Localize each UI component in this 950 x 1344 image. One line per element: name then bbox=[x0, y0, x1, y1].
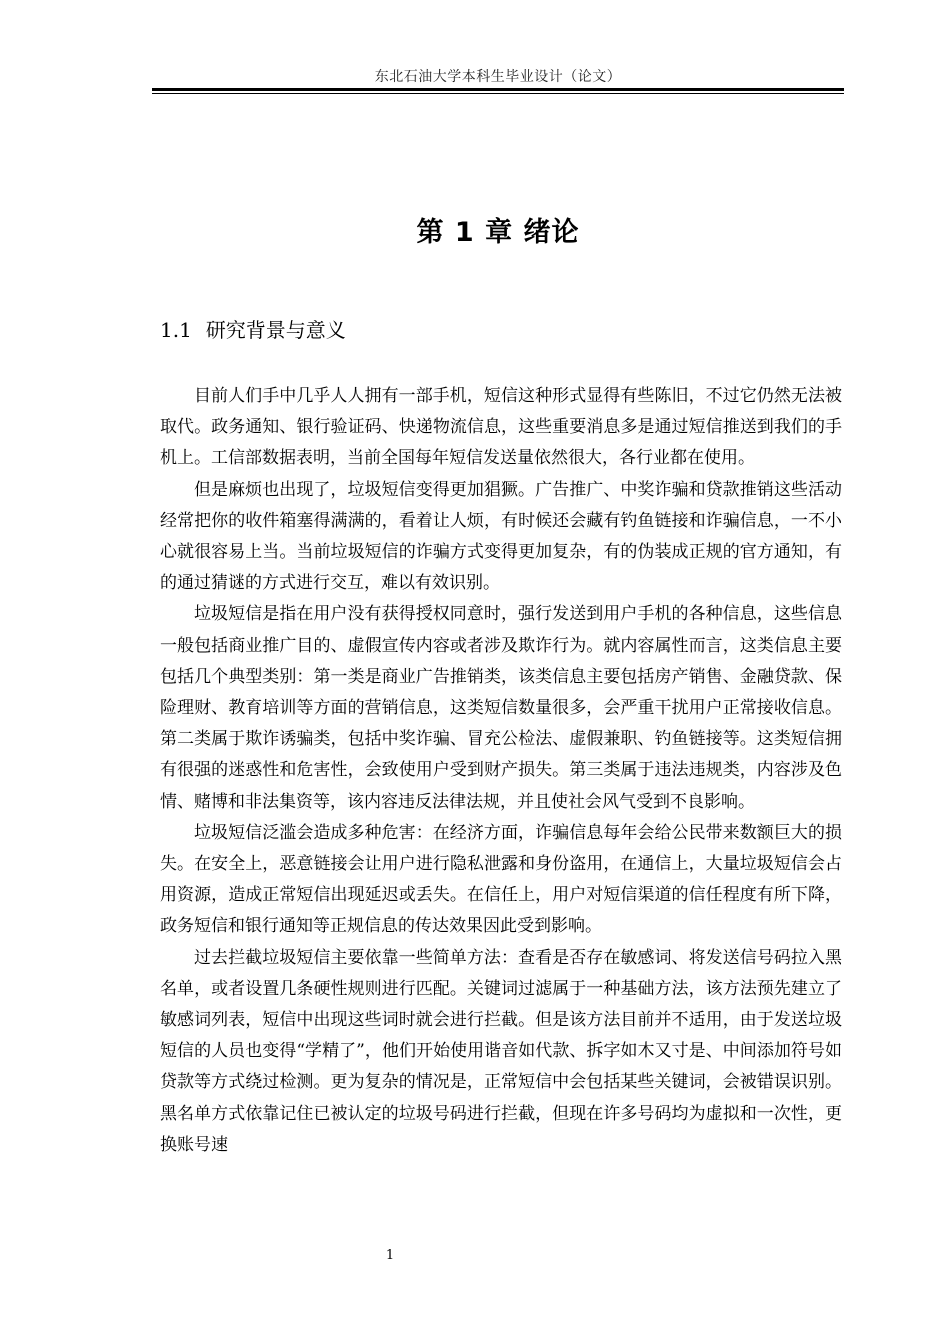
header-rule-thin bbox=[152, 93, 844, 94]
paragraph-4: 垃圾短信泛滥会造成多种危害：在经济方面，诈骗信息每年会给公民带来数额巨大的损失。在安全上，恶意链接会让用户进行隐私泄露和身份盗用，在通信上，大量垃圾短信会占用资源，造成正常短信出现延迟或丢失。在信任上，用户对短信渠道的信任程度有所下降，政务短信和银行通知等正规信息的传达效果因此受到影响。 bbox=[160, 822, 842, 937]
section-number: 1.1 bbox=[160, 318, 192, 342]
paragraph-3: 垃圾短信是指在用户没有获得授权同意时，强行发送到用户手机的各种信息，这些信息一般包括商业推广目的、虚假宣传内容或者涉及欺诈行为。就内容属性而言，这类信息主要包括几个典型类别：第一类是商业广告推销类，该类信息主要包括房产销售、金融贷款、保险理财、教育培训等方面的营销信息，这类短信数量很多，会严重干扰用户正常接收信息。第二类属于欺诈诱骗类，包括中奖诈骗、冒充公检法、虚假兼职、钓鱼链接等。这类短信拥有很强的迷惑性和危害性，会致使用户受到财产损失。第三类属于违法违规类，内容涉及色情、赌博和非法集资等，该内容违反法律法规，并且使社会风气受到不良影响。 bbox=[160, 604, 842, 812]
header-rule-thick bbox=[152, 88, 844, 91]
paragraph-2: 但是麻烦也出现了，垃圾短信变得更加猖獗。广告推广、中奖诈骗和贷款推销这些活动经常把你的收件箱塞得满满的，看着让人烦，有时候还会藏有钓鱼链接和诈骗信息，一不小心就很容易上当。当前垃圾短信的诈骗方式变得更加复杂，有的伪装成正规的官方通知，有的通过猜谜的方式进行交互，难以有效识别。 bbox=[160, 479, 842, 594]
paragraph-1: 目前人们手中几乎人人拥有一部手机，短信这种形式显得有些陈旧，不过它仍然无法被取代。政务通知、银行验证码、快递物流信息，这些重要消息多是通过短信推送到我们的手机上。工信部数据表明，当前全国每年短信发送量依然很大，各行业都在使用。 bbox=[160, 386, 842, 469]
section-title-text: 研究背景与意义 bbox=[205, 318, 346, 342]
chapter-title: 第 1 章 绪论 bbox=[416, 217, 580, 248]
body-text bbox=[160, 381, 842, 1161]
paragraph-5: 过去拦截垃圾短信主要依靠一些简单方法：查看是否存在敏感词、将发送信号码拉入黑名单，或者设置几条硬性规则进行匹配。关键词过滤属于一种基础方法，该方法预先建立了敏感词列表，短信中出现这些词时就会进行拦截。但是该方法目前并不适用，由于发送垃圾短信的人员也变得“学精了”，他们开始使用谐音如代款、拆字如木又寸是、中间添加符号如贷款等方式绕过检测。更为复杂的情况是，正常短信中会包括某些关键词，会被错误识别。黑名单方式依靠记住已被认定的垃圾号码进行拦截，但现在许多号码均为虚拟和一次性，更换账号速 bbox=[160, 947, 842, 1155]
page-number: 1 bbox=[385, 1248, 395, 1263]
running-header: 东北石油大学本科生毕业设计（论文） bbox=[374, 69, 622, 85]
section-heading bbox=[160, 314, 346, 343]
